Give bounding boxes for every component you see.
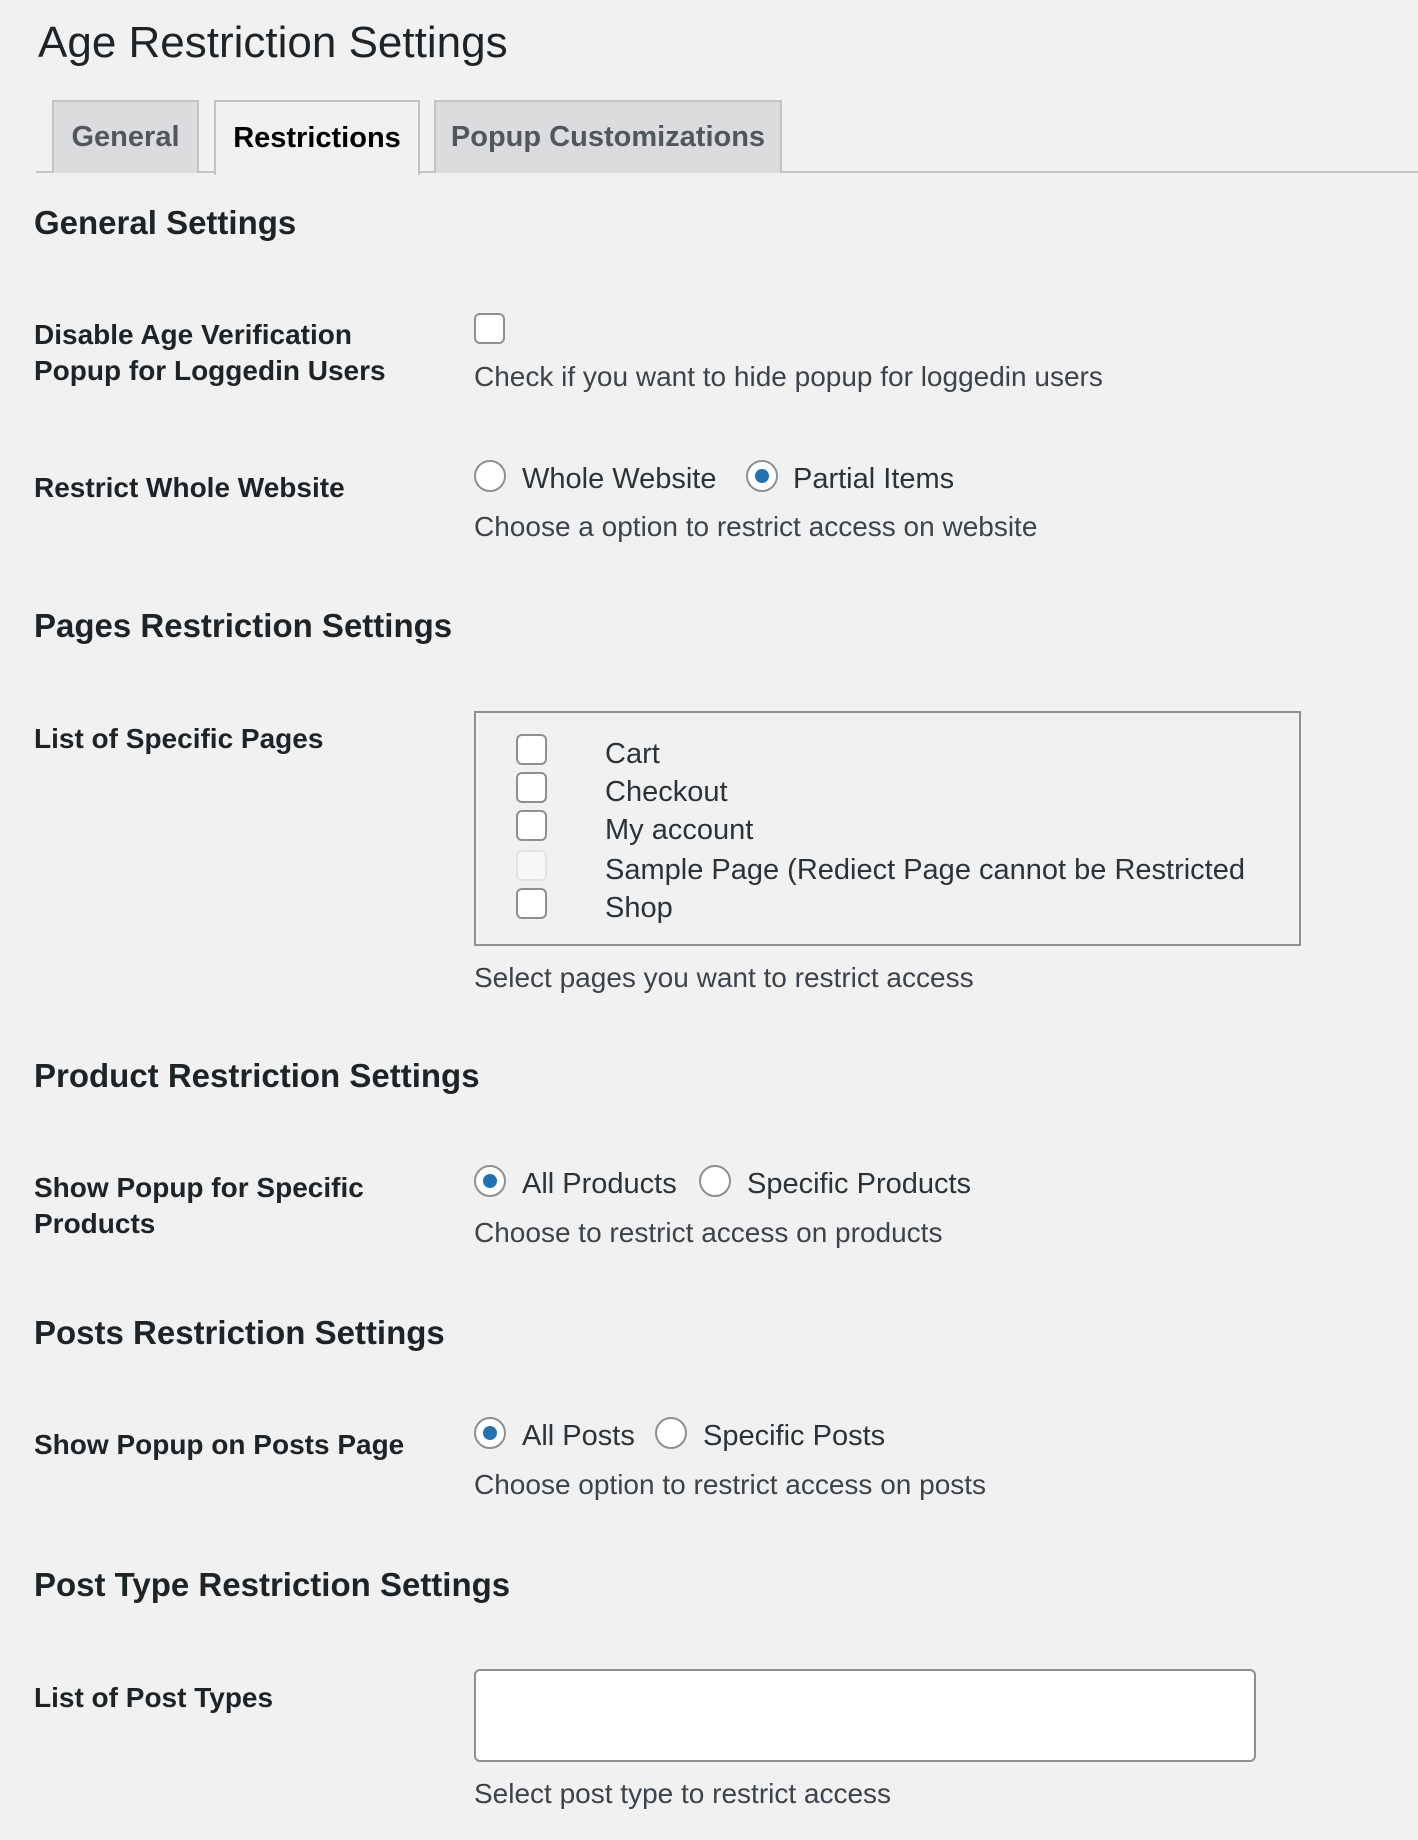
list-item xyxy=(516,888,1276,926)
specific-products-option-label[interactable]: Specific Products xyxy=(747,1168,972,1200)
specific-pages-label: List of Specific Pages xyxy=(34,723,324,754)
post-types-description: Select post type to restrict access xyxy=(474,1778,892,1809)
page-checkbox-sample-page xyxy=(516,850,547,881)
list-item xyxy=(516,850,1276,888)
post-types-select[interactable] xyxy=(474,1669,1256,1762)
tab-restrictions[interactable]: Restrictions xyxy=(214,100,420,175)
page-title: Age Restriction Settings xyxy=(38,18,508,67)
partial-items-option-label[interactable]: Partial Items xyxy=(793,463,955,495)
product-restriction-heading: Product Restriction Settings xyxy=(34,1057,480,1094)
restrict-whole-label: Restrict Whole Website xyxy=(34,472,345,503)
products-description: Choose to restrict access on products xyxy=(474,1217,943,1248)
page-checkbox-shop[interactable] xyxy=(516,888,547,919)
post-types-label: List of Post Types xyxy=(34,1682,274,1713)
disable-popup-description: Check if you want to hide popup for loggedin users xyxy=(474,361,1103,392)
pages-checklist xyxy=(474,711,1301,946)
post-type-restriction-heading: Post Type Restriction Settings xyxy=(34,1566,511,1603)
specific-products-radio[interactable] xyxy=(699,1165,731,1197)
all-posts-option-label[interactable]: All Posts xyxy=(522,1420,635,1452)
whole-website-radio[interactable] xyxy=(474,460,506,492)
restrict-whole-description: Choose a option to restrict access on website xyxy=(474,511,1038,542)
partial-items-radio[interactable] xyxy=(746,460,778,492)
page-label-sample-page: Sample Page (Rediect Page cannot be Restricted xyxy=(605,854,1245,886)
all-posts-radio[interactable] xyxy=(474,1417,506,1449)
list-item xyxy=(516,772,1276,810)
general-settings-heading: General Settings xyxy=(34,204,297,241)
page-checkbox-checkout[interactable] xyxy=(516,772,547,803)
page-label-my-account[interactable]: My account xyxy=(605,814,754,846)
disable-popup-label: Disable Age Verification Popup for Loggedin Users xyxy=(34,319,386,386)
specific-posts-radio[interactable] xyxy=(655,1417,687,1449)
tab-bar xyxy=(36,100,1418,173)
pages-restriction-heading: Pages Restriction Settings xyxy=(34,607,453,644)
list-item xyxy=(516,734,1276,772)
all-products-radio[interactable] xyxy=(474,1165,506,1197)
posts-restriction-heading: Posts Restriction Settings xyxy=(34,1314,445,1351)
list-item xyxy=(516,810,1276,848)
specific-products-label: Show Popup for Specific Products xyxy=(34,1172,364,1239)
page-label-cart[interactable]: Cart xyxy=(605,738,660,770)
disable-popup-checkbox[interactable] xyxy=(474,313,505,344)
tab-popup-customizations[interactable]: Popup Customizations xyxy=(434,100,782,173)
whole-website-option-label[interactable]: Whole Website xyxy=(522,463,717,495)
specific-pages-description: Select pages you want to restrict access xyxy=(474,962,974,993)
page-checkbox-my-account[interactable] xyxy=(516,810,547,841)
tab-general[interactable]: General xyxy=(52,100,199,173)
posts-page-label: Show Popup on Posts Page xyxy=(34,1429,405,1460)
all-products-option-label[interactable]: All Products xyxy=(522,1168,677,1200)
posts-description: Choose option to restrict access on posts xyxy=(474,1469,987,1500)
page-label-checkout[interactable]: Checkout xyxy=(605,776,728,808)
page-label-shop[interactable]: Shop xyxy=(605,892,673,924)
specific-posts-option-label[interactable]: Specific Posts xyxy=(703,1420,886,1452)
page-checkbox-cart[interactable] xyxy=(516,734,547,765)
